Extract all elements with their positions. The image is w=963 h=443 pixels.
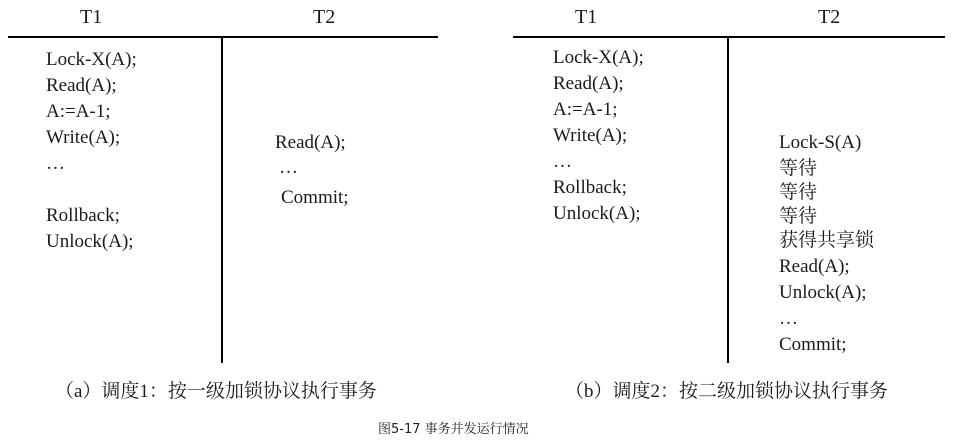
- panel-b-t2-line: …: [779, 308, 798, 329]
- panel-b-t2-line: Commit;: [779, 334, 847, 355]
- panel-a-t1-line: Rollback;: [46, 205, 120, 226]
- panel-b-t2-column: [779, 130, 874, 358]
- panel-b-header-t2: T2: [818, 6, 841, 28]
- panel-b-header-rule: [513, 36, 945, 38]
- panel-b-t1-line: Read(A);: [553, 73, 624, 94]
- panel-a-t1-column: [46, 47, 137, 255]
- panel-b-t2-line: 获得共享锁: [779, 230, 875, 251]
- panel-b-t2-line: 等待: [779, 206, 818, 227]
- panel-a-t2-line: Read(A);: [275, 132, 346, 153]
- panel-b-t1-line: Rollback;: [553, 177, 627, 198]
- panel-b-t2-line: 等待: [779, 182, 818, 203]
- panel-b-t1-line: A:=A-1;: [553, 99, 618, 120]
- panel-a-t1-line: Lock-X(A);: [46, 49, 137, 70]
- panel-b-t2-line: 等待: [779, 158, 818, 179]
- panel-b-t1-line: …: [553, 151, 572, 172]
- panel-a-t2-line: Commit;: [281, 187, 349, 208]
- panel-b-t1-line: Lock-X(A);: [553, 47, 644, 68]
- panel-a-t1-line: [46, 177, 137, 203]
- panel-b-column-divider: [727, 37, 729, 363]
- panel-a-t1-line: A:=A-1;: [46, 101, 111, 122]
- panel-a-header-t2: T2: [313, 6, 336, 28]
- panel-a-t1-line: Unlock(A);: [46, 231, 134, 252]
- panel-b-header-t1: T1: [575, 6, 598, 28]
- panel-a-t1-line: …: [46, 153, 65, 174]
- panel-b-t2-line: Lock-S(A): [779, 132, 862, 153]
- panel-b-t2-line: Unlock(A);: [779, 282, 867, 303]
- panel-a-header-rule: [8, 36, 438, 38]
- figure-caption: 图5-17 事务并发运行情况: [378, 422, 529, 437]
- panel-b-t1-line: Unlock(A);: [553, 203, 641, 224]
- panel-b-t2-line: Read(A);: [779, 256, 850, 277]
- panel-a-t2-line: …: [279, 157, 298, 178]
- panel-a-t1-line: Write(A);: [46, 127, 121, 148]
- panel-b-t1-column: [553, 45, 644, 227]
- panel-a-caption: （a）调度1：按一级加锁协议执行事务: [55, 381, 377, 402]
- panel-b-t1-line: Write(A);: [553, 125, 628, 146]
- panel-a-column-divider: [221, 37, 223, 363]
- panel-a-header-t1: T1: [80, 6, 103, 28]
- panel-a-t1-line: Read(A);: [46, 75, 117, 96]
- panel-b-caption: （b）调度2：按二级加锁协议执行事务: [565, 381, 889, 402]
